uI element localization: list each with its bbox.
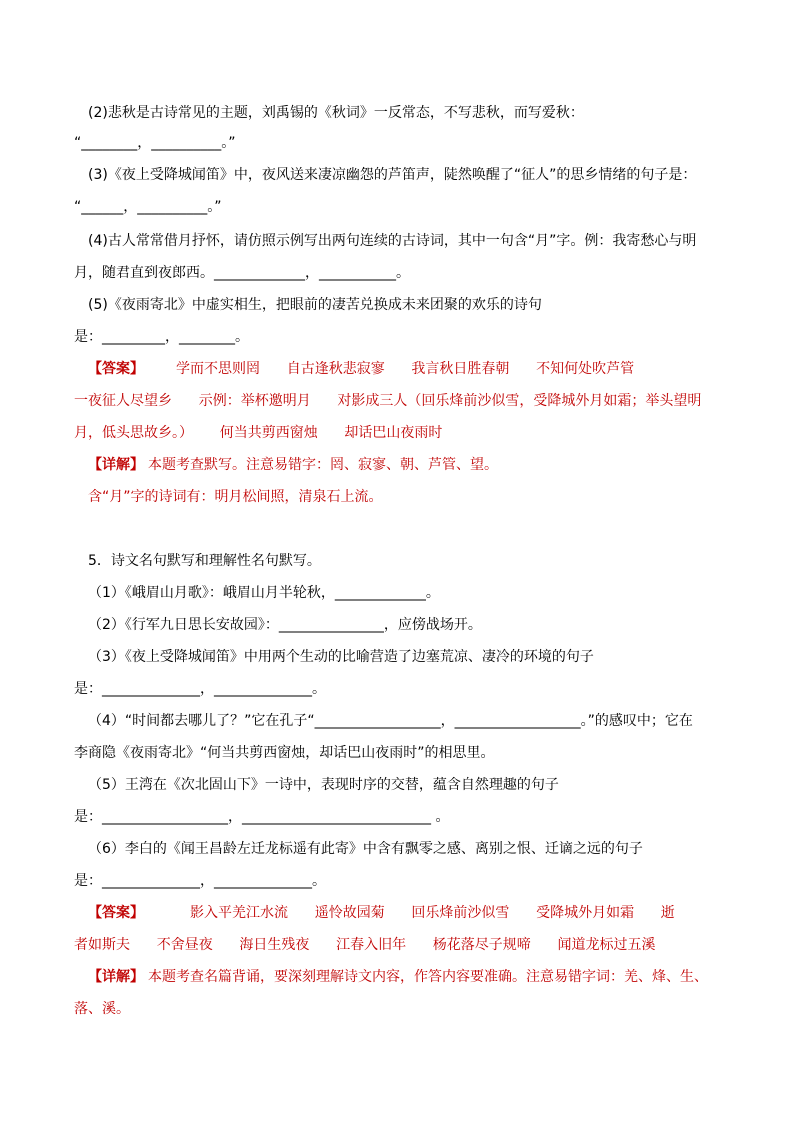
s5-q2: （2）《行军九日思长安故园》：_______________，应傍战场开。 <box>88 617 482 633</box>
s5-title: 5．诗文名句默写和理解性名句默写。 <box>88 553 321 569</box>
s5-q6-line1: （6）李白的《闻王昌龄左迁龙标遥有此寄》中含有飘零之感、离别之恨、迁谪之远的句子 <box>88 841 643 857</box>
s5-q4-line2: 李商隐《夜雨寄北》“何当共剪西窗烛，却话巴山夜雨时”的相思里。 <box>74 745 495 761</box>
s5-q5-line2: 是：__________________，___________________________ 。 <box>74 809 450 825</box>
s4-q2-line1: (2)悲秋是古诗常见的主题，刘禹锡的《秋词》一反常态，不写悲秋，而写爱秋： <box>88 105 584 121</box>
s4-q4-line1: (4)古人常常借月抒怀，请仿照示例写出两句连续的古诗词，其中一句含“月”字。例：我寄愁心与明 <box>88 233 697 249</box>
s4-answer-line2: 一夜征人尽望乡 示例：举杯邀明月 对影成三人（回乐烽前沙似雪，受降城外月如霜；举头望明 <box>74 393 702 409</box>
s4-answer-label: 【答案】 <box>88 361 144 377</box>
s5-detail-line1: 本题考查名篇背诵，要深刻理解诗文内容，作答内容要准确。注意易错字词：羌、烽、生、 <box>148 969 708 985</box>
s4-detail-line1: 本题考查默写。注意易错字：罔、寂寥、朝、芦管、望。 <box>148 457 498 473</box>
s4-detail-label: 【详解】 <box>88 457 144 473</box>
s4-q2-line2: “________，__________。” <box>74 135 236 151</box>
s4-answer-line3: 月，低头思故乡。） 何当共剪西窗烛 却话巴山夜雨时 <box>74 425 443 441</box>
s4-q5-line2: 是：_________，________。 <box>74 329 249 345</box>
s5-answer-label: 【答案】 <box>88 905 144 921</box>
s5-answer-line2: 者如斯夫 不舍昼夜 海日生残夜 江春入旧年 杨花落尽子规啼 闻道龙标过五溪 <box>74 937 656 953</box>
s5-answer-line1: 影入平羌江水流 遥怜故园菊 回乐烽前沙似雪 受降城外月如霜 逝 <box>190 905 675 921</box>
s4-answer-line1: 学而不思则罔 自古逢秋悲寂寥 我言秋日胜春朝 不知何处吹芦管 <box>176 361 635 377</box>
s4-q5-line1: (5)《夜雨寄北》中虚实相生，把眼前的凄苦兑换成未来团聚的欢乐的诗句 <box>88 297 542 313</box>
s4-detail-line2: 含“月”字的诗词有：明月松间照，清泉石上流。 <box>88 489 383 505</box>
s5-q4-line1: （4）“时间都去哪儿了？”它在孔子“__________________，__________________。”的感叹中；它在 <box>88 713 693 729</box>
s5-detail-line2: 落、溪。 <box>74 1001 130 1017</box>
s5-detail-label: 【详解】 <box>88 969 144 985</box>
s5-q1: （1）《峨眉山月歌》：峨眉山月半轮秋，_____________。 <box>88 585 440 601</box>
s4-q3-line2: “______，__________。” <box>74 199 222 215</box>
s4-q3-line1: (3)《夜上受降城闻笛》中，夜风送来凄凉幽怨的芦笛声，陡然唤醒了“征人”的思乡情绪的句子是： <box>88 167 697 183</box>
s5-q6-line2: 是：______________，______________。 <box>74 873 326 889</box>
s5-q5-line1: （5）王湾在《次北固山下》一诗中，表现时序的交替，蕴含自然理趣的句子 <box>88 777 559 793</box>
s5-q3-line1: （3）《夜上受降城闻笛》中用两个生动的比喻营造了边塞荒凉、凄冷的环境的句子 <box>88 649 594 665</box>
s4-q4-line2: 月，随君直到夜郎西。_____________，___________。 <box>74 265 410 281</box>
s5-q3-line2: 是：______________，______________。 <box>74 681 326 697</box>
